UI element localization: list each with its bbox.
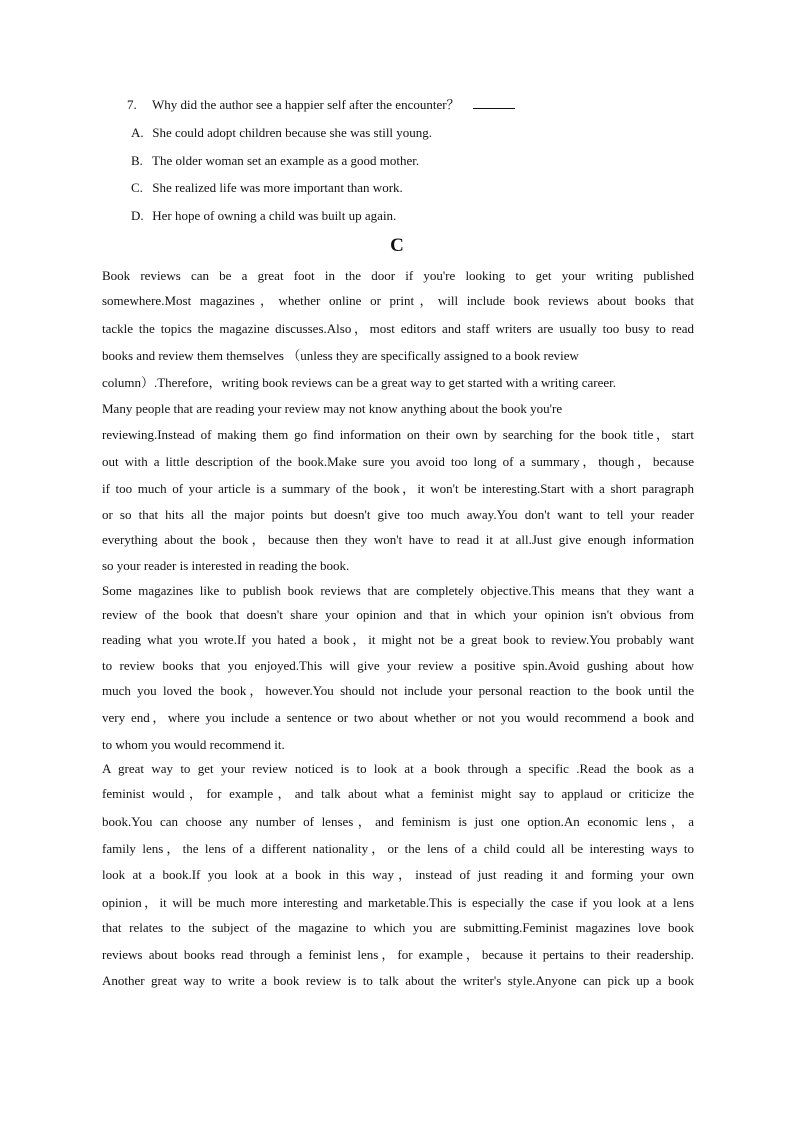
option-d	[131, 207, 396, 225]
passage-line: tackle the topics the magazine discusses.Also，most editors and staff writers are usually too busy to read	[102, 321, 694, 336]
option-letter: A.	[131, 125, 144, 140]
passage-line: family lens，the lens of a different nationality，or the lens of a child could all be interesting ways to	[102, 841, 694, 856]
passage-line: reviews about books read through a feminist lens，for example，because it pertains to their readership.	[102, 947, 694, 962]
passage-line: opinion，it will be much more interesting and marketable.This is especially the case if you look at a lens	[102, 895, 694, 910]
section-heading: C	[390, 235, 404, 256]
option-letter: B.	[131, 153, 143, 168]
passage-line: so your reader is interested in reading the book.	[102, 558, 350, 573]
passage-line: column）.Therefore，writing book reviews can be a great way to get started with a writing career.	[102, 375, 617, 390]
passage-line: Book reviews can be a great foot in the door if you're looking to get your writing published	[102, 268, 694, 283]
passage-line: Some magazines like to publish book reviews that are completely objective.This means that they want a	[102, 583, 694, 598]
option-text: She realized life was more important than work.	[152, 180, 403, 195]
option-text: The older woman set an example as a good mother.	[152, 153, 420, 168]
passage-line: much you loved the book，however.You should not include your personal reaction to the book until the	[102, 683, 694, 698]
option-letter: D.	[131, 208, 144, 223]
passage-line: A great way to get your review noticed is to look at a book through a specific .Read the book as a	[102, 761, 694, 776]
option-b	[131, 152, 419, 170]
passage-line: feminist would，for example，and talk about what a feminist might say to applaud or criticize the	[102, 786, 694, 801]
passage-line: review of the book that doesn't share your opinion and that in which your opinion isn't obvious from	[102, 607, 694, 622]
passage-line: out with a little description of the book.Make sure you avoid too long of a summary，though，because	[102, 454, 694, 469]
passage-line: or so that hits all the major points but doesn't give too much away.You don't want to tell your reader	[102, 507, 694, 522]
passage-line: reviewing.Instead of making them go find information on their own by searching for the book title，start	[102, 427, 694, 442]
option-letter: C.	[131, 180, 143, 195]
passage-line: that relates to the subject of the magazine to which you are submitting.Feminist magazines love book	[102, 920, 694, 935]
passage-line: book.You can choose any number of lenses，and feminism is just one option.An economic lens，a	[102, 814, 694, 829]
option-c	[131, 179, 403, 197]
passage-line: somewhere.Most magazines，whether online or print，will include book reviews about books that	[102, 293, 694, 308]
passage-line: if too much of your article is a summary of the book，it won't be interesting.Start with a short paragraph	[102, 481, 694, 496]
passage-line: look at a book.If you look at a book in this way，instead of just reading it and forming your own	[102, 867, 694, 882]
option-text: Her hope of owning a child was built up again.	[152, 208, 397, 223]
passage-line: books and review them themselves （unless they are specifically assigned to a book review	[102, 348, 579, 363]
passage-line: to whom you would recommend it.	[102, 737, 285, 752]
passage-line: Many people that are reading your review may not know anything about the book you're	[102, 401, 563, 416]
question-text: Why did the author see a happier self after the encounter？	[152, 97, 460, 112]
passage-line: very end，where you include a sentence or two about whether or not you would recommend a book and	[102, 710, 694, 725]
passage-line: to review books that you enjoyed.This will give your review a positive spin.Avoid gushing about how	[102, 658, 694, 673]
passage-line: Another great way to write a book review is to talk about the writer's style.Anyone can pick up a book	[102, 973, 694, 988]
answer-blank	[473, 96, 515, 109]
option-text: She could adopt children because she was still young.	[152, 125, 433, 140]
question-7	[127, 96, 515, 114]
passage-line: reading what you wrote.If you hated a book，it might not be a great book to review.You probably want	[102, 632, 694, 647]
option-a	[131, 124, 432, 142]
question-number: 7.	[127, 97, 137, 112]
passage-line: everything about the book，because then they won't have to read it at all.Just give enough information	[102, 532, 694, 547]
